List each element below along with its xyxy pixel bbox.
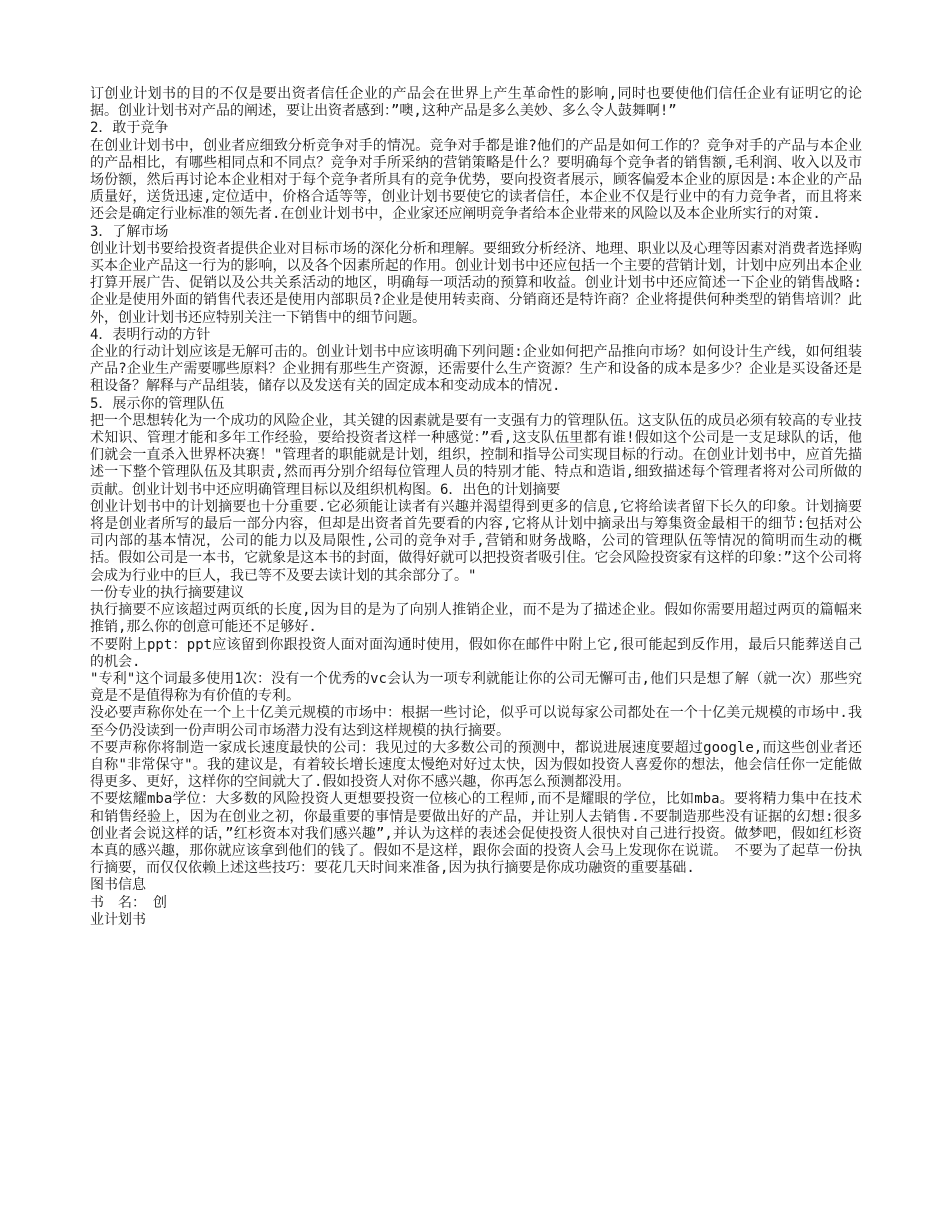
- book-name-label: 书 名： 创: [90, 894, 167, 911]
- paragraph-market-size: 没必要声称你处在一个上十亿美元规模的市场中：根据一些讨论，似乎可以说每家公司都处在一个十亿美元规模的市场中.我至今仍没读到一份声明公司市场潜力没有达到这样规模的执行摘要。: [90, 705, 862, 739]
- paragraph-action: 企业的行动计划应该是无解可击的。创业计划书中应该明确下列问题:企业如何把产品推向市场？如何设计生产线，如何组装产品?企业生产需要哪些原料？企业拥有那些生产资源，还需要什么生产资源？生产和设备的成本是多少？企业是买设备还是租设备？解释与产品组装，储存以及发送有关的固定成本和变动成本的情况.: [90, 344, 862, 395]
- paragraph-mba: 不要炫耀mba学位：大多数的风险投资人更想要投资一位核心的工程师,而不是耀眼的学位，比如mba。要将精力集中在技术和销售经验上，因为在创业之初，你最重要的事情是要做出好的产品，并让别人去销售.不要制造那些没有证据的幻想:很多创业者会说这样的话，”红杉资本对我们感兴趣”,并认为这样的表述会促使投资人很快对自己进行投资。做梦吧，假如红杉资本真的感兴趣，那你就应该拿到他们的钱了。假如不是这样，跟你会面的投资人会马上发现你在说谎。 不要为了起草一份执行摘要，而仅仅依赖上述这些技巧：要花几天时间来准备,因为执行摘要是你成功融资的重要基础.: [90, 791, 862, 877]
- book-name-value: 业计划书: [90, 911, 146, 928]
- paragraph-team: 把一个思想转化为一个成功的风险企业，其关键的因素就是要有一支强有力的管理队伍。这支队伍的成员必须有较高的专业技术知识、管理才能和多年工作经验，要给投资者这样一种感觉：”看,这支队伍里都有谁!假如这个公司是一支足球队的话，他们就会一直杀入世界杯决赛！"管理者的职能就是计划，组织，控制和指导公司实现目标的行动。在创业计划书中，应首先描述一下整个管理队伍及其职责,然而再分别介绍每位管理人员的特别才能、特点和造诣,细致描述每个管理者将对公司所做的贡献。创业计划书中还应明确管理目标以及组织机构图。6．出色的计划摘要: [90, 412, 862, 498]
- paragraph-product-intro: 订创业计划书的目的不仅是要出资者信任企业的产品会在世界上产生革命性的影响,同时也要使他们信任企业有证明它的论据。创业计划书对产品的阐述，要让出资者感到：”噢,这种产品是多么美妙、多么令人鼓舞啊!”: [90, 86, 862, 120]
- paragraph-ppt: 不要附上ppt：ppt应该留到你跟投资人面对面沟通时使用，假如你在邮件中附上它,很可能起到反作用，最后只能葬送自己的机会.: [90, 636, 862, 670]
- heading-team: 5．展示你的管理队伍: [90, 395, 225, 412]
- heading-action: 4．表明行动的方针: [90, 326, 211, 343]
- paragraph-summary: 创业计划书中的计划摘要也十分重要.它必须能让读者有兴趣并渴望得到更多的信息,它将给读者留下长久的印象。计划摘要将是创业者所写的最后一部分内容，但却是出资者首先要看的内容,它将从计划中摘录出与筹集资金最相干的细节:包括对公司内部的基本情况，公司的能力以及局限性,公司的竞争对手,营销和财务战略，公司的管理队伍等情况的简明而生动的概括。假如公司是一本书，它就象是这本书的封面，做得好就可以把投资者吸引住。它会风险投资家有这样的印象：”这个公司将会成为行业中的巨人，我已等不及要去读计划的其余部分了。": [90, 498, 862, 584]
- document-body: [90, 86, 862, 929]
- paragraph-growth: 不要声称你将制造一家成长速度最快的公司：我见过的大多数公司的预测中，都说进展速度要超过google,而这些创业者还自称"非常保守"。我的建议是，有着较长增长速度太慢绝对好过太快，因为假如投资人喜爱你的想法，他会信任你一定能做得更多、更好，这样你的空间就大了.假如投资人对你不感兴趣，你再怎么预测都没用。: [90, 739, 862, 791]
- heading-compete: 2．敢于竞争: [90, 120, 169, 137]
- paragraph-patent: "专利"这个词最多使用1次：没有一个优秀的vc会认为一项专利就能让你的公司无懈可击,他们只是想了解（就一次）那些究竟是不是值得称为有价值的专利。: [90, 670, 862, 705]
- paragraph-length: 执行摘要不应该超过两页纸的长度,因为目的是为了向别人推销企业，而不是为了描述企业。假如你需要用超过两页的篇幅来推销,那么你的创意可能还不足够好.: [90, 602, 862, 636]
- paragraph-market: 创业计划书要给投资者提供企业对目标市场的深化分析和理解。要细致分析经济、地理、职业以及心理等因素对消费者选择购买本企业产品这一行为的影响，以及各个因素所起的作用。创业计划书中还应包括一个主要的营销计划，计划中应列出本企业打算开展广告、促销以及公共关系活动的地区，明确每一项活动的预算和收益。创业计划书中还应简述一下企业的销售战略:企业是使用外面的销售代表还是使用内部职员?企业是使用转卖商、分销商还是特许商？企业将提供何种类型的销售培训？此外，创业计划书还应特别关注一下销售中的细节问题。: [90, 240, 862, 326]
- heading-market: 3．了解市场: [90, 223, 169, 240]
- heading-book-info: 图书信息: [90, 877, 146, 894]
- heading-exec-summary: 一份专业的执行摘要建议: [90, 584, 244, 601]
- paragraph-compete: 在创业计划书中，创业者应细致分析竞争对手的情况。竞争对手都是谁?他们的产品是如何工作的？竞争对手的产品与本企业的产品相比，有哪些相同点和不同点？竞争对手所采纳的营销策略是什么？要明确每个竞争者的销售额,毛利润、收入以及市场份额，然后再讨论本企业相对于每个竞争者所具有的竞争优势，要向投资者展示，顾客偏爱本企业的原因是:本企业的产品质量好，送货迅速,定位适中，价格合适等等，创业计划书要使它的读者信任，本企业不仅是行业中的有力竞争者，而且将来还会是确定行业标准的领先者.在创业计划书中，企业家还应阐明竞争者给本企业带来的风险以及本企业所实行的对策.: [90, 137, 862, 223]
